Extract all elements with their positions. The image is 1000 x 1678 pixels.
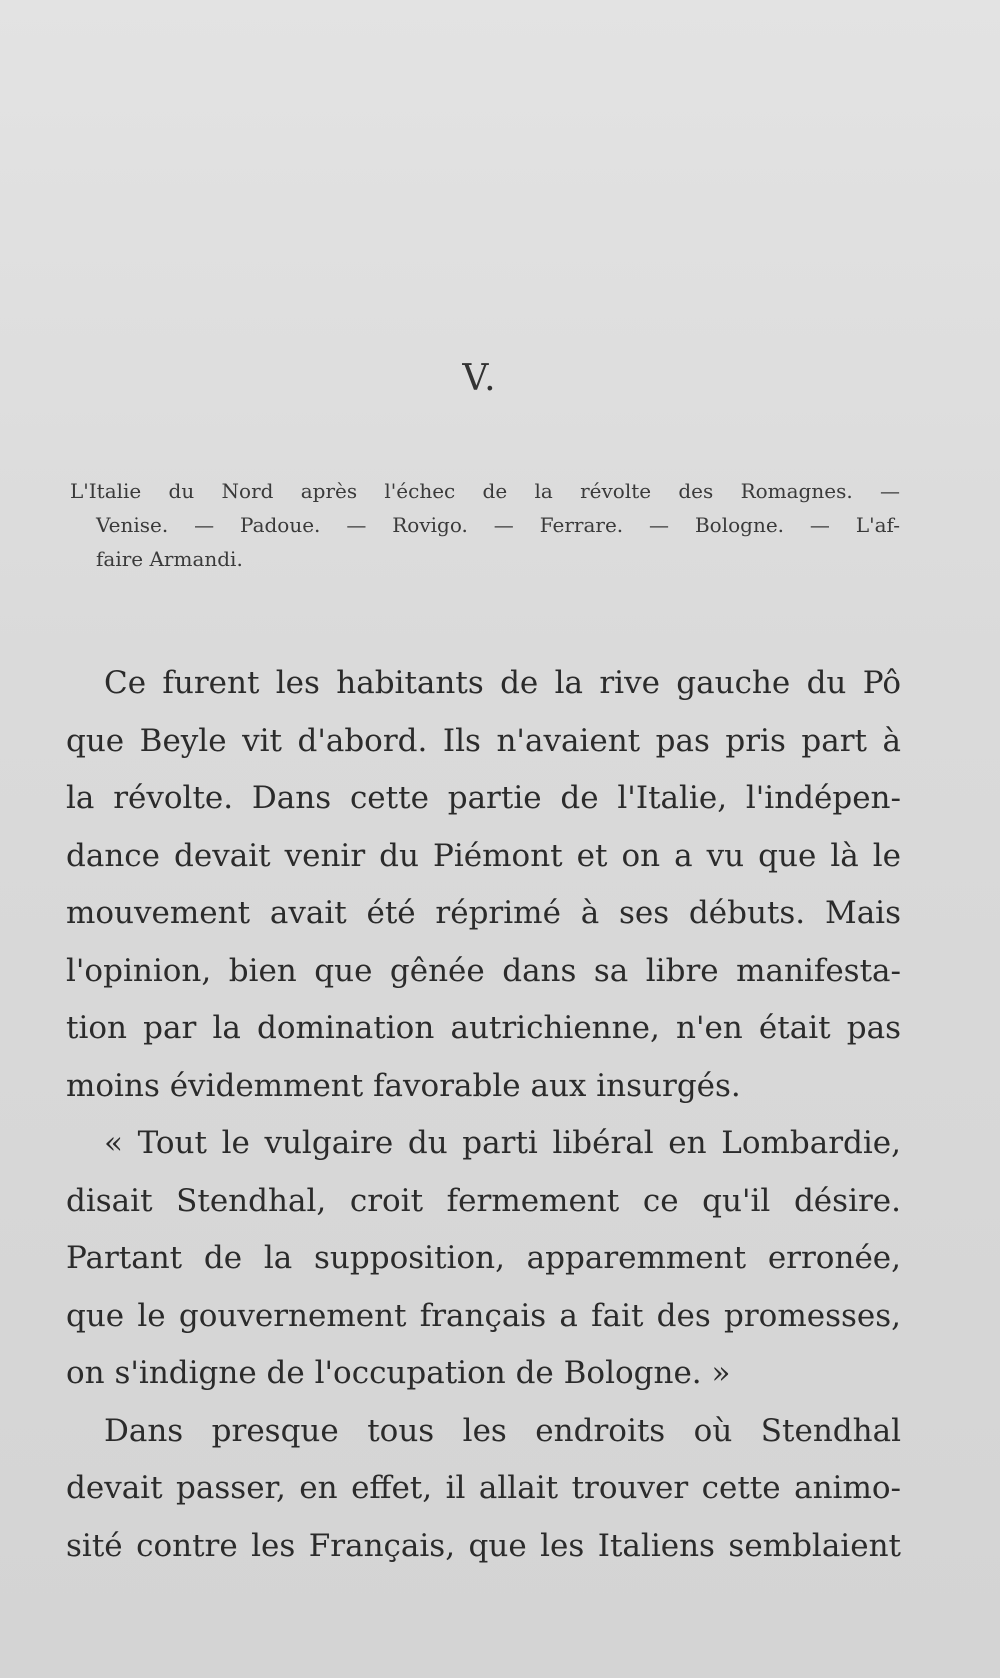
chapter-number: V. xyxy=(462,358,498,399)
body-text xyxy=(66,655,901,1575)
paragraph-line: Dans presque tous les endroits où Stendhal xyxy=(104,1412,901,1449)
paragraph-line: sité contre les Français, que les Italiens semblaient xyxy=(66,1527,901,1564)
paragraph-line: devait passer, en effet, il allait trouver cette animo- xyxy=(66,1470,901,1506)
paragraph-line: Ce furent les habitants de la rive gauche du Pô xyxy=(104,665,901,701)
paragraph-line: l'opinion, bien que gênée dans sa libre manifesta- xyxy=(66,952,901,989)
summary-line: Venise. — Padoue. — Rovigo. — Ferrare. — Bologne. — L'af- xyxy=(96,513,900,537)
summary-line: L'Italie du Nord après l'échec de la révolte des Romagnes. — xyxy=(70,479,900,503)
summary-line: faire Armandi. xyxy=(96,547,243,571)
paragraph-line: dance devait venir du Piémont et on a vu que là le xyxy=(66,837,901,874)
paragraph-line: moins évidemment favorable aux insurgés. xyxy=(66,1067,741,1104)
paragraph-line: Partant de la supposition, apparemment erronée, xyxy=(66,1240,901,1276)
paragraph-line: on s'indigne de l'occupation de Bologne. » xyxy=(66,1355,731,1391)
paragraph-line: que Beyle vit d'abord. Ils n'avaient pas pris part à xyxy=(66,722,901,759)
paragraph-line: mouvement avait été réprimé à ses débuts. Mais xyxy=(66,895,901,931)
chapter-summary xyxy=(70,474,900,576)
paragraph-line: tion par la domination autrichienne, n'en était pas xyxy=(66,1010,901,1046)
paragraph-line: que le gouvernement français a fait des promesses, xyxy=(66,1297,901,1334)
paragraph-line: la révolte. Dans cette partie de l'Italie, l'indépen- xyxy=(66,780,901,816)
paragraph-line: « Tout le vulgaire du parti libéral en Lombardie, xyxy=(104,1125,901,1161)
paragraph-line: disait Stendhal, croit fermement ce qu'il désire. xyxy=(66,1182,901,1219)
